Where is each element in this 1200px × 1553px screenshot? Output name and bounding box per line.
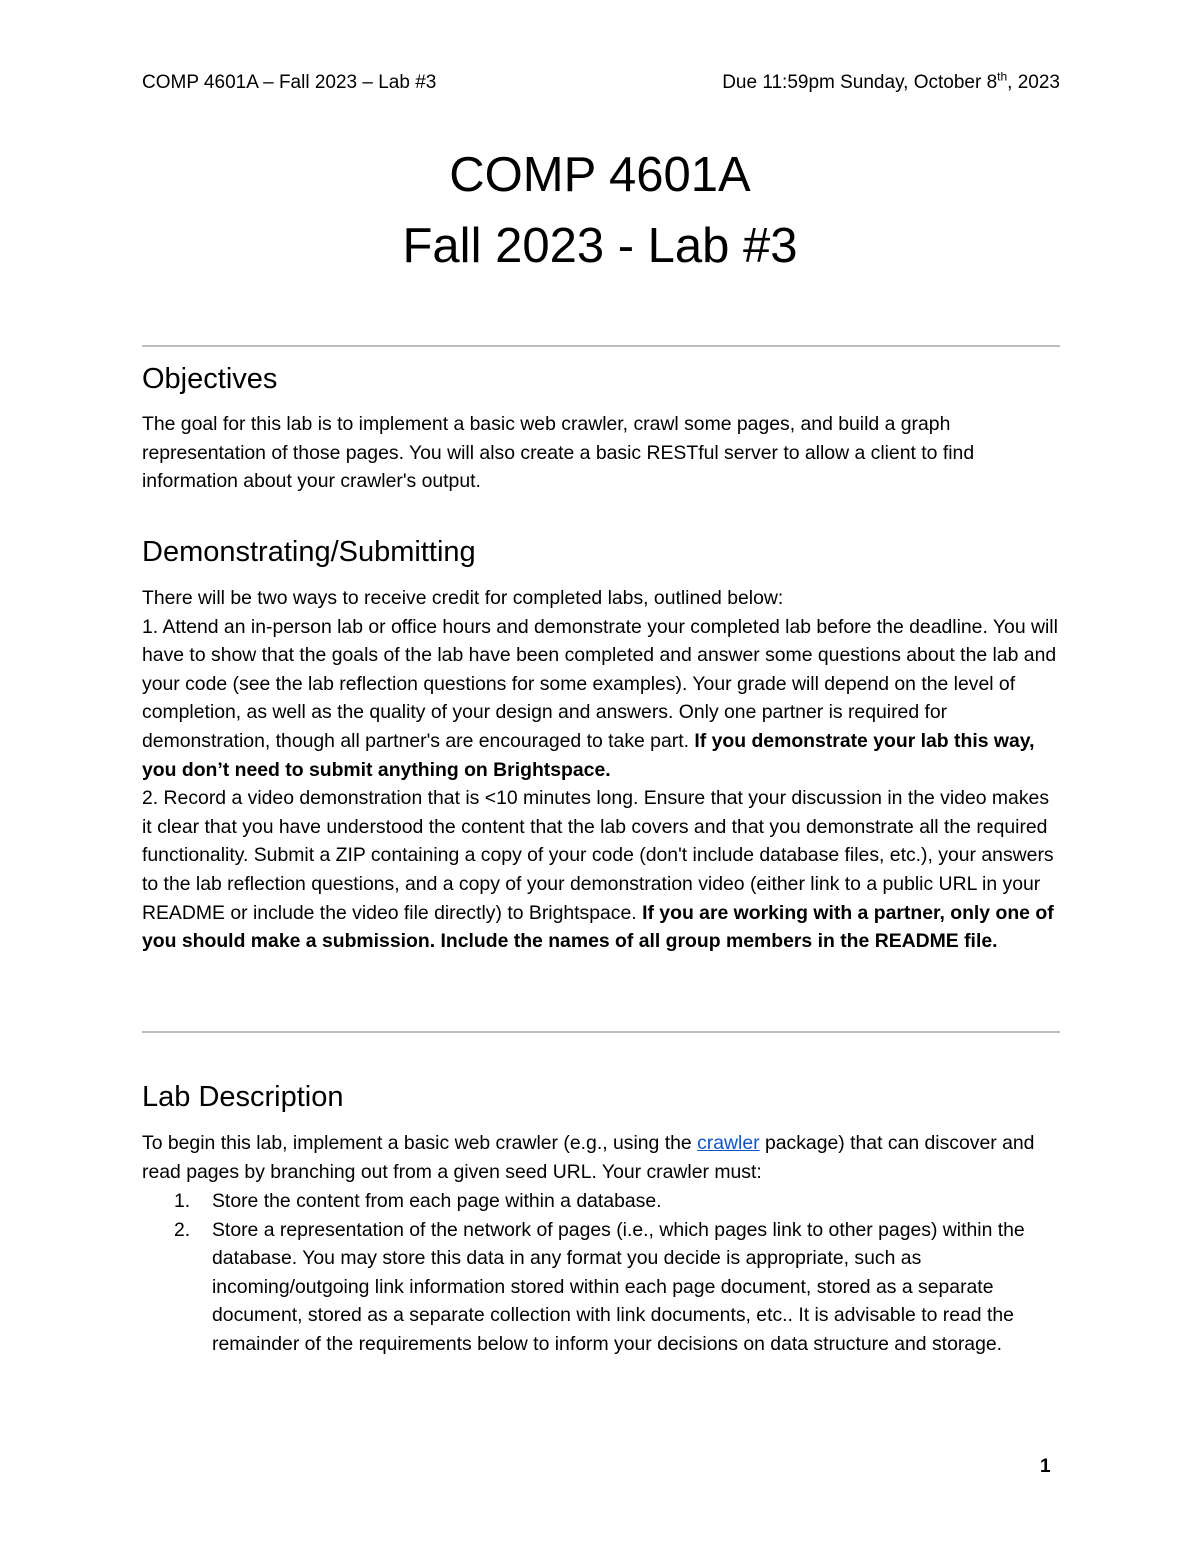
header-due-year: , 2023 xyxy=(1007,72,1060,93)
objectives-heading: Objectives xyxy=(142,363,278,395)
list-item xyxy=(142,1187,1062,1216)
document-title-lab: Fall 2023 - Lab #3 xyxy=(402,219,798,273)
lab-description-heading: Lab Description xyxy=(142,1081,344,1113)
lab-description-intro xyxy=(142,1129,1060,1186)
list-item-number: 2. xyxy=(174,1218,191,1241)
demonstrating-body xyxy=(142,584,1060,956)
demonstrating-option-1 xyxy=(142,613,1060,785)
list-item xyxy=(142,1216,1062,1359)
list-item-text: Store a representation of the network of pages (i.e., which pages link to other pages) within the database. You may store this data in any format you decide is appropriate, such as incoming/outgoing link information stored within each page document, stored as a separate document, stored as a separate collection with link documents, etc.. It is advisable to read the remainder of the requirements below to inform your decisions on data structure and storage. xyxy=(212,1218,1025,1355)
option-2-text: 2. Record a video demonstration that is <10 minutes long. Ensure that your discussion in the video makes it clear that you have understood the content that the lab covers and that you demonstrate all the required functionality. Submit a ZIP containing a copy of your code (don't include database files, etc.), your answers to the lab reflection questions, and a copy of your demonstration video (either link to a public URL in your README or include the video file directly) to Brightspace. xyxy=(142,787,1054,924)
crawler-requirements-list xyxy=(142,1187,1062,1359)
section-divider xyxy=(142,1031,1060,1033)
section-divider xyxy=(142,345,1060,347)
demonstrating-heading: Demonstrating/Submitting xyxy=(142,536,476,568)
crawler-package-link[interactable]: crawler xyxy=(697,1132,760,1154)
objectives-paragraph: The goal for this lab is to implement a basic web crawler, crawl some pages, and build a graph representation of those pages. You will also create a basic RESTful server to allow a client to find information about your crawler's output. xyxy=(142,413,975,493)
header-course-label: COMP 4601A – Fall 2023 – Lab #3 xyxy=(142,72,437,93)
list-item-text: Store the content from each page within a database. xyxy=(212,1190,662,1212)
list-item-number: 1. xyxy=(174,1190,191,1212)
header-due-text: Due 11:59pm Sunday, October 8 xyxy=(722,72,998,93)
page-number: 1 xyxy=(1040,1456,1051,1477)
option-2-bold-note: If you are working with a partner, only one of you should make a submission. Include the names of all group members in the README file. xyxy=(142,901,1054,953)
demonstrating-intro: There will be two ways to receive credit for completed labs, outlined below: xyxy=(142,587,784,609)
document-title-course: COMP 4601A xyxy=(449,148,751,202)
option-1-bold-note: If you demonstrate your lab this way, you don’t need to submit anything on Brightspace. xyxy=(142,729,1035,781)
intro-text-after: package) that can discover and read pages by branching out from a given seed URL. Your crawler must: xyxy=(142,1132,1035,1183)
intro-text-before: To begin this lab, implement a basic web crawler (e.g., using the xyxy=(142,1132,698,1154)
header-due-date xyxy=(722,70,1060,96)
option-1-text: 1. Attend an in-person lab or office hours and demonstrate your completed lab before the deadline. You will have to show that the goals of the lab have been completed and answer some questions about the lab and your code (see the lab reflection questions for some examples). Your grade will depend on the level of completion, as well as the quality of your design and answers. Only one partner is required for demonstration, though all partner's are encouraged to take part. xyxy=(142,615,1058,752)
demonstrating-option-2 xyxy=(142,784,1060,956)
header-due-ordinal: th xyxy=(997,69,1008,84)
